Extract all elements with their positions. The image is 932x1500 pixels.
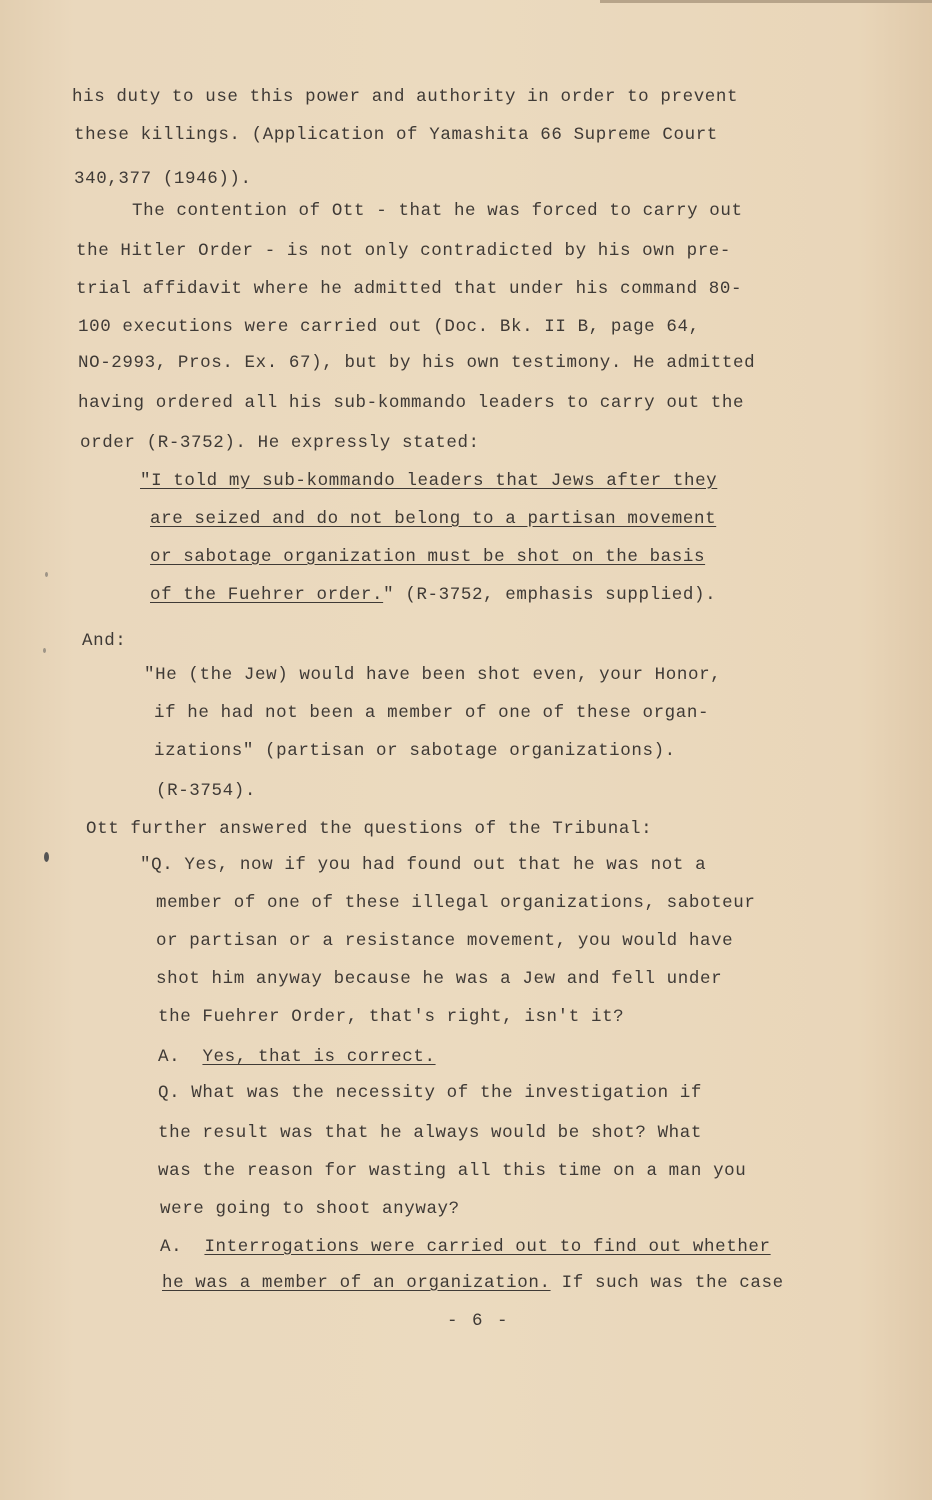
text-line: if he had not been a member of one of these organ- <box>154 703 710 723</box>
answer-label: A. <box>158 1047 181 1067</box>
page-top-edge <box>600 0 932 3</box>
quote-line-mixed <box>150 584 716 606</box>
margin-ink-mark <box>45 572 48 577</box>
quote-underlined-part: of the Fuehrer order. <box>150 585 384 605</box>
text-line: "Q. Yes, now if you had found out that he was not a <box>140 855 707 875</box>
text-line: was the reason for wasting all this time on a man you <box>158 1161 747 1181</box>
text-line: "He (the Jew) would have been shot even, your Honor, <box>144 665 722 685</box>
text-line: these killings. (Application of Yamashita 66 Supreme Court <box>74 125 718 145</box>
text-line: NO-2993, Pros. Ex. 67), but by his own testimony. He admitted <box>78 353 756 373</box>
text-line: (R-3754). <box>156 781 256 801</box>
answer-underlined: Interrogations were carried out to find out whether <box>204 1237 771 1257</box>
text-line: And: <box>82 631 127 651</box>
text-line: or partisan or a resistance movement, you would have <box>156 931 734 951</box>
text-line: having ordered all his sub-kommando leaders to carry out the <box>78 393 745 413</box>
text-line: 340,377 (1946)). <box>74 169 252 189</box>
citation-part: " (R-3752, emphasis supplied). <box>383 585 717 605</box>
answer-line <box>162 1272 784 1294</box>
quote-line-underlined: are seized and do not belong to a partisan movement <box>150 509 717 529</box>
margin-ink-mark <box>43 648 46 653</box>
page-number: - 6 - <box>447 1311 510 1331</box>
answer-underlined: he was a member of an organization. <box>162 1273 551 1293</box>
text-line: the Fuehrer Order, that's right, isn't it? <box>158 1007 625 1027</box>
text-line: member of one of these illegal organizations, saboteur <box>156 893 756 913</box>
quote-line-underlined: or sabotage organization must be shot on the basis <box>150 547 706 567</box>
text-line: The contention of Ott - that he was forced to carry out <box>132 201 743 221</box>
answer-line <box>160 1236 771 1258</box>
text-line: izations" (partisan or sabotage organizations). <box>154 741 676 761</box>
text-line: 100 executions were carried out (Doc. Bk. II B, page 64, <box>78 317 700 337</box>
text-line: the Hitler Order - is not only contradicted by his own pre- <box>76 241 732 261</box>
margin-ink-mark <box>44 852 49 862</box>
text-line: Ott further answered the questions of the Tribunal: <box>86 819 653 839</box>
answer-label: A. <box>160 1237 183 1257</box>
text-line: trial affidavit where he admitted that under his command 80- <box>76 279 743 299</box>
answer-line <box>158 1046 436 1068</box>
text-line: the result was that he always would be shot? What <box>158 1123 702 1143</box>
text-line: order (R-3752). He expressly stated: <box>80 433 480 453</box>
text-line: shot him anyway because he was a Jew and fell under <box>156 969 723 989</box>
answer-continuation: If such was the case <box>550 1273 784 1293</box>
text-line: were going to shoot anyway? <box>160 1199 460 1219</box>
text-line: Q. What was the necessity of the investigation if <box>158 1083 702 1103</box>
text-line: his duty to use this power and authority in order to prevent <box>72 87 739 107</box>
quote-line-underlined: "I told my sub-kommando leaders that Jews after they <box>140 471 718 491</box>
answer-underlined: Yes, that is correct. <box>202 1047 436 1067</box>
